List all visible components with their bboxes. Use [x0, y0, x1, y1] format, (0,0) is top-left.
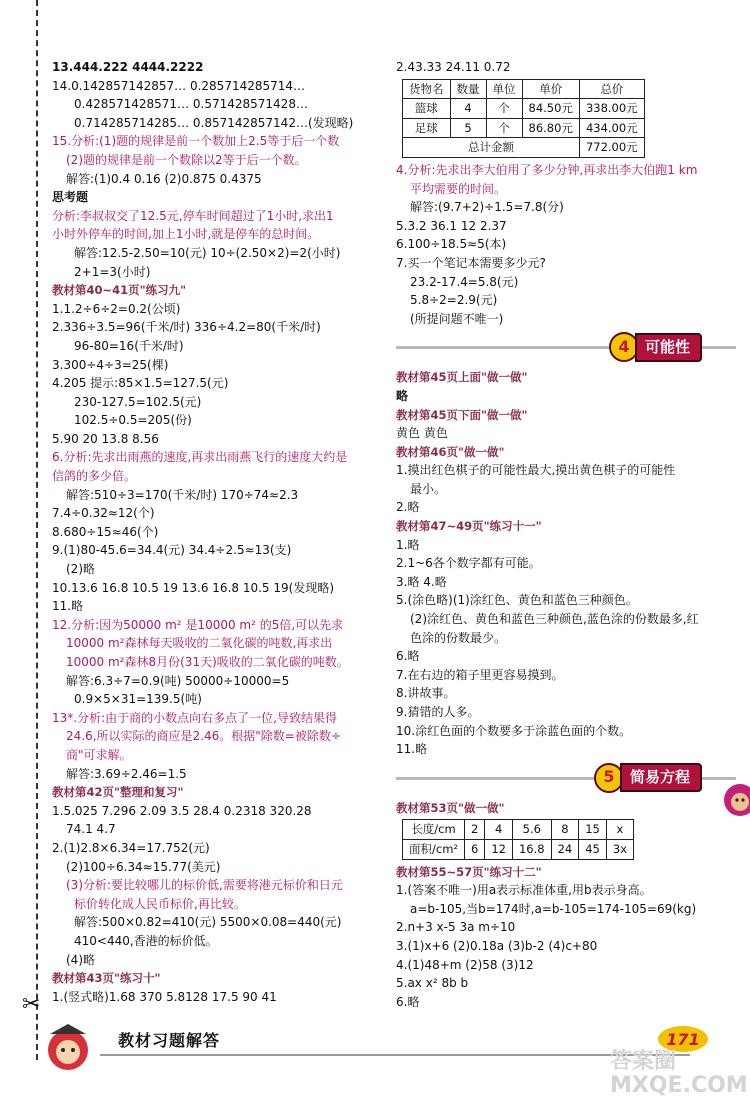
text-line: 10.涂红色面的个数要多于涂蓝色面的个数。: [396, 723, 632, 738]
text-line: 教材第47~49页"练习十一": [396, 519, 542, 534]
text-line: (2)略: [66, 562, 95, 577]
text-line: 色涂的份数最少。: [410, 630, 507, 645]
text-line: 0.714285714285… 0.857142857142…(发现略): [74, 115, 354, 130]
text-line: 102.5÷0.5=205(份): [74, 413, 192, 428]
text-line: 7.4÷0.32≈12(个): [52, 506, 155, 521]
table-cell: 6: [465, 839, 485, 859]
table-cell: 个: [486, 99, 522, 119]
text-line: 7.买一个笔记本需要多少元?: [396, 255, 546, 270]
text-line: 5.(涂色略)(1)涂红色、黄色和蓝色三种颜色。: [396, 593, 638, 608]
text-line: 10.13.6 16.8 10.5 19 13.6 16.8 10.5 19(发现略): [52, 580, 335, 595]
text-line: 解答:500×0.82=410(元) 5500×0.08=440(元): [74, 915, 342, 930]
table-header-cell: 单位: [486, 79, 522, 99]
text-line: 1.5.025 7.296 2.09 3.5 28.4 0.2318 320.28: [52, 803, 312, 818]
text-line: 8.讲故事。: [396, 686, 456, 701]
text-line: 2.336÷3.5=96(千米/时) 336÷4.2=80(千米/时): [52, 320, 321, 335]
watermark: 答案圈 MXQE.COM: [610, 1049, 748, 1098]
table-cell: 4: [485, 820, 513, 840]
text-line: 1.略: [396, 537, 420, 552]
text-line: 10000 m²森林8月份(31天)吸收的二氧化碳的吨数。: [66, 655, 349, 669]
total-value: 772.00元: [579, 138, 644, 158]
scissors-icon: ✂: [22, 992, 41, 1017]
text-line: 13*.分析:由于商的小数点向右多点了一位,导致结果得: [52, 710, 337, 725]
text-line: (3)分析:要比较哪儿的标价低,需要将港元标价和日元: [66, 878, 343, 893]
text-line: 教材第55~57页"练习十二": [396, 864, 542, 879]
text-line: 2.略: [396, 500, 420, 515]
text-line: 解答:(1)0.4 0.16 (2)0.875 0.4375: [66, 171, 262, 186]
section-number: 4: [609, 332, 639, 362]
text-line: 1.1.2÷6÷2=0.2(公顷): [52, 301, 181, 316]
text-line: 7.在右边的箱子里更容易摸到。: [396, 667, 564, 682]
text-line: 8.680÷15≈46(个): [52, 524, 159, 539]
text-line: 教材第53页"做一做": [396, 800, 505, 815]
text-line: 1.摸出红色棋子的可能性最大,摸出黄色棋子的可能性: [396, 463, 676, 478]
table-cell: 8: [551, 820, 579, 840]
table-header-cell: 货物名: [403, 79, 451, 99]
section-title: 简易方程: [620, 763, 702, 792]
right-column: [396, 58, 736, 1011]
text-line: 2.43.33 24.11 0.72: [396, 60, 511, 74]
table-row: [403, 839, 634, 859]
text-line: 信鸽的多少倍。: [52, 469, 137, 484]
text-line: 6.略: [396, 994, 420, 1009]
text-line: 3.300÷4÷3=25(棵): [52, 357, 169, 372]
table-header-cell: 总价: [579, 79, 644, 99]
text-line: 教材第40~41页"练习九": [52, 283, 187, 298]
table-cell: 16.8: [512, 839, 551, 859]
section-title: 可能性: [635, 333, 702, 362]
text-line: 5.90 20 13.8 8.56: [52, 431, 159, 446]
table-row: [403, 99, 645, 119]
text-line: 商"可求解。: [66, 747, 132, 762]
text-line: 平均需要的时间。: [410, 181, 507, 196]
text-line: 黄色 黄色: [396, 426, 448, 441]
text-line: 3.略 4.略: [396, 574, 447, 589]
text-line: 小时外停车的时间,加上1小时,就是停车的总时间。: [52, 227, 320, 242]
text-line: (4)略: [66, 952, 95, 967]
text-line: 教材第45页下面"做一做": [396, 407, 528, 422]
text-line: 教材第43页"练习十": [52, 971, 161, 986]
text-line: 4.205 提示:85×1.5=127.5(元): [52, 376, 229, 391]
table-cell: 面积/cm²: [403, 839, 465, 859]
table-cell: 篮球: [403, 99, 451, 119]
table-cell: 5.6: [512, 820, 551, 840]
text-line: 23.2-17.4=5.8(元): [410, 274, 519, 289]
text-line: 5.ax x² 8b b: [396, 976, 469, 991]
text-line: 2.1~6各个数字都有可能。: [396, 556, 541, 571]
text-line: 分析:李叔叔交了12.5元,停车时间超过了1小时,求出1: [52, 208, 334, 223]
cut-line: [36, 0, 38, 1060]
monkey-icon: [718, 778, 750, 822]
text-line: 96-80=16(千米/时): [74, 338, 184, 353]
left-column: [52, 58, 387, 1006]
table-row: [403, 820, 634, 840]
text-line: 2.(1)2.8×6.34=17.752(元): [52, 840, 210, 855]
text-line: (2)100÷6.34≈15.77(美元): [66, 859, 221, 874]
table-cell: 足球: [403, 118, 451, 138]
table-cell: 338.00元: [579, 99, 644, 119]
text-line: 1.(竖式略)1.68 370 5.8128 17.5 90 41: [52, 989, 277, 1004]
total-label: 总计金额: [403, 138, 580, 158]
text-line: 教材第45页上面"做一做": [396, 370, 528, 385]
text-line: 11.略: [52, 599, 84, 614]
table-cell: 2: [465, 820, 485, 840]
text-line: 15.分析:(1)题的规律是前一个数加上2.5等于后一个数: [52, 134, 340, 149]
table-cell: 5: [450, 118, 486, 138]
table-cell: x: [606, 820, 633, 840]
text-line: 5.3.2 36.1 12 2.37: [396, 218, 507, 233]
table-cell: 个: [486, 118, 522, 138]
text-line: 6.略: [396, 649, 420, 664]
text-line: 3.(1)x+6 (2)0.18a (3)b-2 (4)c+80: [396, 938, 598, 953]
table-cell: 长度/cm: [403, 820, 465, 840]
text-line: 230-127.5=102.5(元): [74, 394, 202, 409]
text-line: 11.略: [396, 742, 428, 757]
text-line: a=b-105,当b=174时,a=b-105=174-105=69(kg): [410, 901, 697, 916]
text-line: 5.8÷2=2.9(元): [410, 293, 498, 308]
text-line: 24.6,所以实际的商应是2.46。根据"除数=被除数÷: [66, 729, 341, 744]
text-line: 0.9×5×31=139.5(吨): [74, 692, 202, 707]
table-header-cell: 单价: [522, 79, 579, 99]
table-cell: 45: [579, 839, 607, 859]
table-row: [403, 118, 645, 138]
text-line: 13.444.222 4444.2222: [52, 60, 204, 74]
text-line: 4.(1)48+m (2)58 (3)12: [396, 957, 534, 972]
footer-title: 教材习题解答: [118, 1031, 221, 1050]
table-cell: 434.00元: [579, 118, 644, 138]
text-line: (2)题的规律是前一个数除以2等于后一个数。: [66, 152, 307, 167]
text-line: 2.n+3 x-5 3a m÷10: [396, 920, 516, 935]
text-line: 教材第46页"做一做": [396, 444, 505, 459]
table-cell: 12: [485, 839, 513, 859]
page-footer: [0, 1020, 750, 1100]
section-4-header: [396, 330, 736, 364]
text-line: 12.分析:因为50000 m² 是10000 m² 的5倍,可以先求: [52, 617, 344, 632]
table-cell: 3x: [606, 839, 633, 859]
section-5-header: [396, 761, 736, 795]
text-line: 2+1=3(小时): [74, 264, 151, 279]
text-line: (所提问题不唯一): [410, 311, 504, 326]
text-line: 410<440,香港的标价低。: [74, 933, 218, 948]
text-line: 14.0.142857142857… 0.285714285714…: [52, 78, 306, 93]
text-line: 标价转化成人民币标价,再比较。: [74, 896, 246, 911]
length-area-table: [402, 819, 634, 859]
table-cell: 86.80元: [522, 118, 579, 138]
text-line: 9.猜错的人多。: [396, 705, 480, 719]
text-line: 解答:6.3÷7=0.9(吨) 50000÷10000=5: [66, 673, 290, 688]
text-line: 最小。: [410, 481, 447, 496]
table-cell: 15: [579, 820, 607, 840]
table-cell: 84.50元: [522, 99, 579, 119]
text-line: 略: [396, 388, 409, 403]
text-line: 解答:510÷3=170(千米/时) 170÷74≈2.3: [66, 487, 299, 502]
table-cell: 4: [450, 99, 486, 119]
text-line: 教材第42页"整理和复习": [52, 785, 184, 800]
text-line: (2)涂红色、黄色和蓝色三种颜色,蓝色涂的份数最多,红: [410, 612, 699, 627]
text-line: 解答:(9.7+2)÷1.5=7.8(分): [410, 200, 564, 215]
section-number: 5: [594, 763, 624, 793]
text-line: 解答:3.69÷2.46=1.5: [66, 766, 187, 781]
text-line: 思考题: [52, 190, 89, 205]
text-line: 4.分析:先求出李大伯用了多少分钟,再求出李大伯跑1 km: [396, 162, 698, 177]
price-table: [402, 79, 645, 158]
text-line: 解答:12.5-2.50=10(元) 10÷(2.50×2)=2(小时): [74, 245, 341, 260]
table-header-cell: 数量: [450, 79, 486, 99]
text-line: 74.1 4.7: [66, 822, 116, 837]
text-line: 9.(1)80-45.6=34.4(元) 34.4÷2.5≈13(支): [52, 543, 292, 558]
page-number: 171: [658, 1026, 708, 1052]
text-line: 10000 m²森林每天吸收的二氧化碳的吨数,再求出: [66, 636, 333, 651]
table-cell: 24: [551, 839, 579, 859]
text-line: 6.分析:先求出雨燕的速度,再求出雨燕飞行的速度大约是: [52, 450, 348, 465]
text-line: 6.100÷18.5≈5(本): [396, 237, 507, 252]
text-line: 0.428571428571… 0.571428571428…: [74, 97, 308, 112]
text-line: 1.(答案不唯一)用a表示标准体重,用b表示身高。: [396, 883, 652, 898]
